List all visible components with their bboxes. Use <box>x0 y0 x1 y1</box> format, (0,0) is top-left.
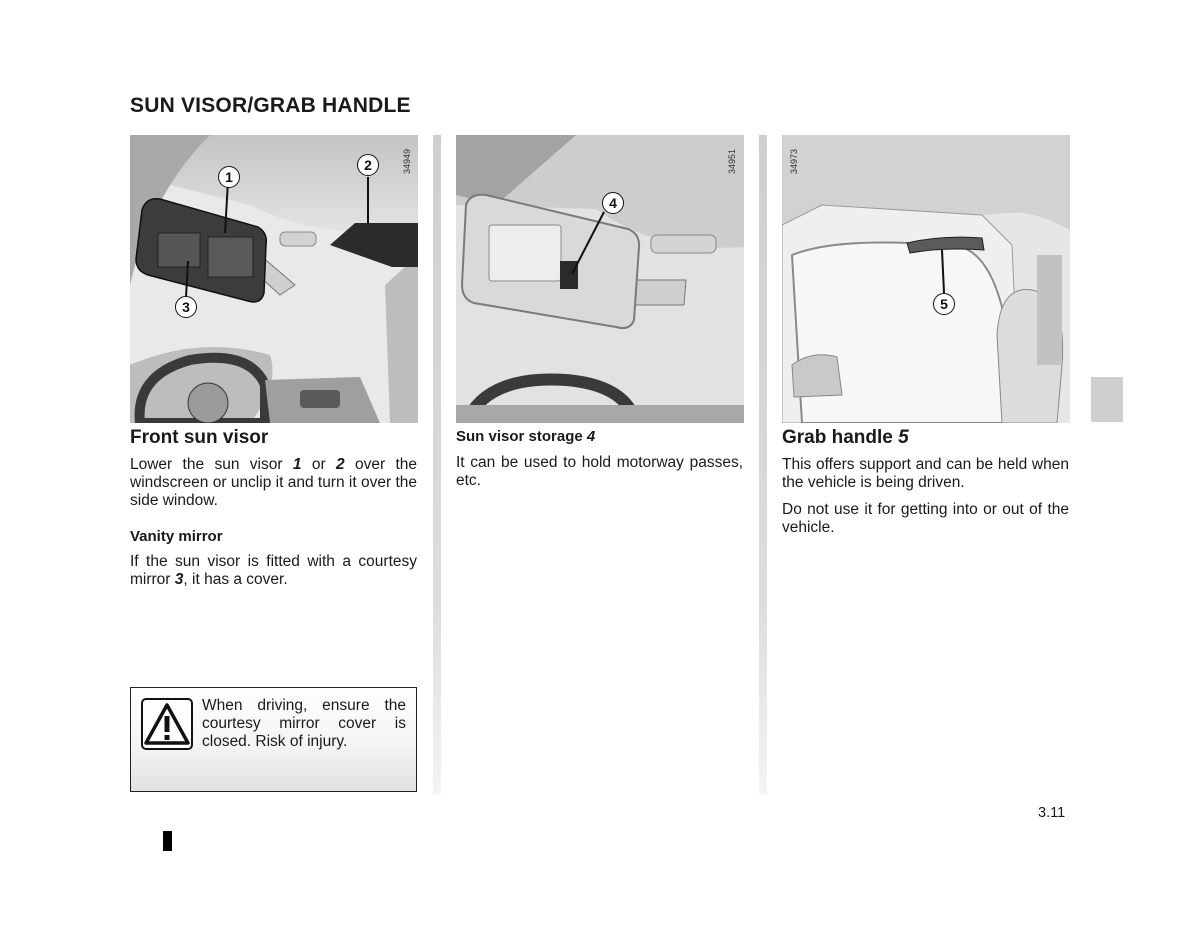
sun-visor-storage-heading: Sun visor storage 4 <box>456 428 596 445</box>
warning-text: When driving, ensure the courtesy mirror cover is closed. Risk of injury. <box>202 697 406 750</box>
callout-5: 5 <box>933 293 955 315</box>
callout-1: 1 <box>218 166 240 188</box>
page-title: SUN VISOR/GRAB HANDLE <box>130 94 411 117</box>
callout-2: 2 <box>357 154 379 176</box>
column-divider <box>433 135 441 795</box>
warning-triangle-icon <box>141 698 193 750</box>
vanity-mirror-text: If the sun visor is fitted with a courtesy mirror 3, it has a cover. <box>130 553 417 588</box>
page-marker <box>163 831 172 851</box>
warning-box <box>130 687 417 792</box>
front-sun-visor-text: Lower the sun visor 1 or 2 over the windscreen or unclip it and turn it over the side window. <box>130 456 417 509</box>
grab-handle-text-2: Do not use it for getting into or out of the vehicle. <box>782 501 1069 536</box>
page-number: 3.11 <box>1038 805 1066 821</box>
front-sun-visor-photo <box>130 135 418 423</box>
grab-handle-text-1: This offers support and can be held when the vehicle is being driven. <box>782 456 1069 491</box>
grab-handle-photo <box>782 135 1070 423</box>
front-sun-visor-heading: Front sun visor <box>130 427 269 448</box>
vanity-mirror-heading: Vanity mirror <box>130 528 223 545</box>
grab-handle-heading: Grab handle 5 <box>782 427 909 448</box>
image-reference-code: 34951 <box>727 148 737 174</box>
image-reference-code: 34973 <box>789 148 799 174</box>
image-reference-code: 34949 <box>402 148 412 174</box>
column-divider <box>759 135 767 795</box>
sun-visor-storage-text: It can be used to hold motorway passes, etc. <box>456 454 743 489</box>
sun-visor-storage-photo <box>456 135 744 423</box>
section-tab <box>1091 377 1123 422</box>
callout-3: 3 <box>175 296 197 318</box>
callout-4: 4 <box>602 192 624 214</box>
